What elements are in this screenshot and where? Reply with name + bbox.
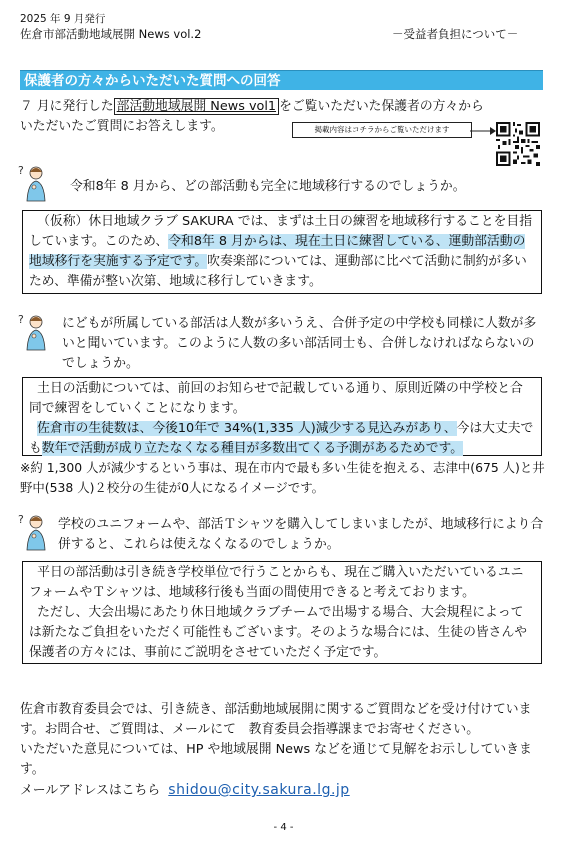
answer-box-1 bbox=[22, 210, 542, 294]
email-label: メールアドレスはこちら bbox=[20, 783, 161, 798]
arrow-icon bbox=[470, 126, 496, 136]
topic-label: －受益者負担について－ bbox=[392, 27, 519, 41]
answer-box-2 bbox=[22, 377, 542, 456]
answer-3-text: 平日の部活動は引き続き学校単位で行うことからも、現在ご購入いただいているユニフォームやＴシャツは、地域移行後も当面の間使用できると考えております。 bbox=[29, 565, 524, 600]
question-3: 学校のユニフォームや、部活Ｔシャツを購入してしまいましたが、地域移行により合併すると、これらは使えなくなるのでしょうか。 bbox=[58, 517, 544, 552]
issue-date: 2025 年 9 月発行 bbox=[20, 13, 106, 25]
parent-question-icon bbox=[18, 512, 48, 552]
closing-section bbox=[20, 700, 550, 801]
answer-2-highlight-2: 数年で活動が成り立たなくなる種目が多数出てくる予測があるためです。 bbox=[41, 441, 464, 456]
question-2: にどもが所属している部活は人数が多いうえ、合併予定の中学校も同様に人数が多いと聞いています。このように人数の多い部活同士も、合併しなければならないのでしょうか。 bbox=[62, 316, 537, 371]
intro-prefix: ７ 月に発行した bbox=[20, 99, 114, 114]
parent-question-icon bbox=[18, 163, 48, 203]
qr-code[interactable] bbox=[496, 122, 540, 166]
email-line bbox=[20, 780, 550, 801]
closing-text-1: 佐倉市教育委員会では、引き続き、部活動地域展開に関するご質問などを受け付けています。お問合せ、ご質問は、メールにて 教育委員会指導課までお寄せください。 bbox=[20, 702, 532, 737]
callout-label: 掲載内容はコチラからご覧いただけます bbox=[292, 122, 472, 138]
closing-text-2: いただいた意見については、HP や地域展開 News などを通じて見解をお示ししていきます。 bbox=[20, 742, 532, 777]
student-count-note: ※約 1,300 人が減少するという事は、現在市内で最も多い生徒を抱える、志津中(675 人)と井野中(538 人)２校分の生徒が0人になるイメージです。 bbox=[20, 460, 545, 495]
email-link[interactable]: shidou@city.sakura.lg.jp bbox=[168, 782, 350, 798]
parent-question-icon bbox=[18, 312, 48, 352]
page-number: - 4 - bbox=[273, 822, 294, 833]
svg-text:?: ? bbox=[18, 164, 24, 177]
answer-1-text-2: 吹奏楽部については、運動部に比べて活動に制約が多いため、準備が整い次第、地域に移行していきます。 bbox=[29, 254, 527, 289]
answer-3-text-2: ただし、大会出場にあたり休日地域クラブチームで出場する場合、大会規程によっては新たなご負担をいただく可能性もございます。そのような場合には、生徒の皆さんや保護者の方々には、事前にご説明をさせていただく予定です。 bbox=[29, 605, 528, 660]
answer-1-text: （仮称）休日地域クラブ SAKURA では、まずは土日の練習を地域移行することを目指しています。このため、 bbox=[29, 214, 533, 249]
newsletter-link[interactable]: 部活動地域展開 News vol1 bbox=[114, 98, 279, 115]
intro-line2: いただいたご質問にお答えします。 bbox=[20, 119, 224, 134]
answer-2-text: 土日の活動については、前回のお知らせで記載している通り、原則近隣の中学校と合同で練習をしていくことになります。 bbox=[29, 381, 523, 416]
answer-box-3 bbox=[22, 561, 542, 664]
svg-text:?: ? bbox=[18, 313, 24, 326]
section-title: 保護者の方々からいただいた質問への回答 bbox=[20, 70, 543, 90]
answer-1-highlight: 令和8年 8 月からは、現在土日に練習している、運動部活動の地域移行を実施する予定です。 bbox=[29, 234, 526, 269]
svg-text:?: ? bbox=[18, 513, 24, 526]
newsletter-title: 佐倉市部活動地域展開 News vol.2 bbox=[20, 27, 202, 41]
answer-2-text-2: 今は大丈夫でも bbox=[29, 421, 534, 456]
intro-suffix: をご覧いただいた保護者の方々から bbox=[279, 99, 484, 114]
question-1: 令和8年 8 月から、どの部活動も完全に地域移行するのでしょうか。 bbox=[70, 179, 466, 194]
answer-2-highlight: 佐倉市の生徒数は、今後10年で 34%(1,335 人)減少する見込みがあり、 bbox=[37, 421, 457, 436]
